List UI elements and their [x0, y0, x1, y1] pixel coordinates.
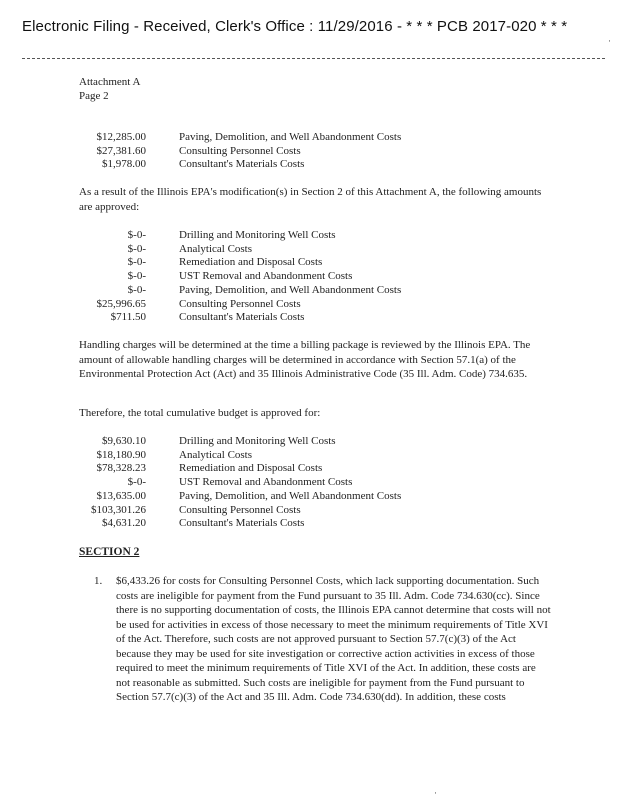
approved-amounts-intro: As a result of the Illinois EPA's modification(s) in Section 2 of this Attachment A, the following amounts are approved:: [79, 186, 542, 213]
cost-label: Analytical Costs: [179, 242, 253, 255]
cost-row: [0, 489, 618, 503]
cost-label: Consultant's Materials Costs: [179, 517, 305, 530]
cost-label: Paving, Demolition, and Well Abandonment Costs: [179, 489, 402, 502]
cost-amount: $13,635.00: [96, 489, 146, 502]
attachment-label-block: [79, 75, 140, 103]
cost-amount: $-0-: [127, 256, 146, 269]
cost-row: [0, 448, 618, 462]
cost-amount: $1,978.00: [102, 158, 146, 171]
cost-row: [0, 475, 618, 489]
cost-amount: $103,301.26: [91, 503, 146, 516]
cost-amount: $18,180.90: [96, 448, 146, 461]
handling-charges-paragraph: Handling charges will be determined at the time a billing package is reviewed by the Illinois EPA. The amount of allowable handling charges will be determined in accordance with Section 57.1(a) of the Environmental Protection Act (Act) and 35 Illinois Administrative Code (35 Ill. Adm. Code) 734.635.: [79, 339, 531, 380]
cost-amount: $-0-: [127, 476, 146, 489]
cost-amount: $27,381.60: [96, 144, 146, 157]
cost-label: Remediation and Disposal Costs: [179, 256, 323, 269]
cost-row: [0, 503, 618, 517]
cost-label: UST Removal and Abandonment Costs: [179, 270, 353, 283]
cost-row: [0, 144, 618, 158]
filing-stamp-header: Electronic Filing - Received, Clerk's Office : 11/29/2016 - * * * PCB 2017-020 * * *: [22, 18, 568, 35]
cost-row: [0, 255, 618, 269]
cost-row: [0, 228, 618, 242]
cost-label: Consulting Personnel Costs: [179, 297, 301, 310]
attachment-label: Attachment A: [79, 76, 141, 88]
cost-row: [0, 269, 618, 283]
cumulative-budget-intro: Therefore, the total cumulative budget is approved for:: [79, 407, 321, 419]
cost-row: [0, 283, 618, 297]
cost-row: [0, 297, 618, 311]
cost-row: [0, 461, 618, 475]
cost-amount: $4,631.20: [102, 517, 146, 530]
cost-row: [0, 130, 618, 144]
cost-row: [0, 434, 618, 448]
cost-label: Paving, Demolition, and Well Abandonment Costs: [179, 131, 402, 143]
cost-amount: $-0-: [127, 229, 146, 241]
cost-amount: $9,630.10: [102, 435, 146, 447]
item-number: 1.: [94, 575, 103, 587]
cost-amount: $-0-: [127, 242, 146, 255]
cost-amount: $-0-: [127, 283, 146, 296]
cost-label: Drilling and Monitoring Well Costs: [179, 229, 336, 241]
cost-amount: $-0-: [127, 270, 146, 283]
scan-speck: ·: [434, 788, 437, 798]
cost-label: Drilling and Monitoring Well Costs: [179, 435, 336, 447]
cost-row: [0, 157, 618, 171]
cost-label: Remediation and Disposal Costs: [179, 462, 323, 475]
cost-label: Analytical Costs: [179, 448, 253, 461]
cost-label: Consulting Personnel Costs: [179, 503, 301, 516]
cost-label: Consulting Personnel Costs: [179, 144, 301, 157]
cost-amount: $711.50: [110, 311, 146, 324]
cost-row: [0, 242, 618, 256]
cost-label: Paving, Demolition, and Well Abandonment Costs: [179, 283, 402, 296]
section-2-heading: SECTION 2: [79, 546, 140, 558]
header-divider: [22, 58, 605, 59]
item-text: $6,433.26 for costs for Consulting Personnel Costs, which lack supporting documentation. Such costs are ineligible for payment from the Fund pursuant to 35 Ill. Adm. Code 734.630(cc). Since there is no supporting documentation of costs, the Illinois EPA cannot determine that costs will not be used for activities in excess of those necessary to meet the minimum requirements of Title XVI of the Act. Therefore, such costs are not approved pursuant to Section 57.7(c)(3) of the Act because they may be used for site investigation or corrective action activities in excess of those required to meet the minimum requirements of Title XVI of the Act. In addition, these costs are not reasonable as submitted. Such costs are ineligible for payment from the Fund pursuant to Section 57.7(c)(3) of the Act and 35 Ill. Adm. Code 734.630(dd). In addition, these costs: [116, 575, 551, 703]
cost-label: UST Removal and Abandonment Costs: [179, 476, 353, 489]
scan-speck: ·: [608, 36, 611, 46]
cost-amount: $12,285.00: [96, 131, 146, 143]
page-label: Page 2: [79, 90, 109, 102]
cost-label: Consultant's Materials Costs: [179, 158, 305, 171]
cost-row: [0, 516, 618, 530]
cost-amount: $25,996.65: [96, 297, 146, 310]
cost-row: [0, 310, 618, 324]
cost-label: Consultant's Materials Costs: [179, 311, 305, 324]
cost-amount: $78,328.23: [96, 462, 146, 475]
